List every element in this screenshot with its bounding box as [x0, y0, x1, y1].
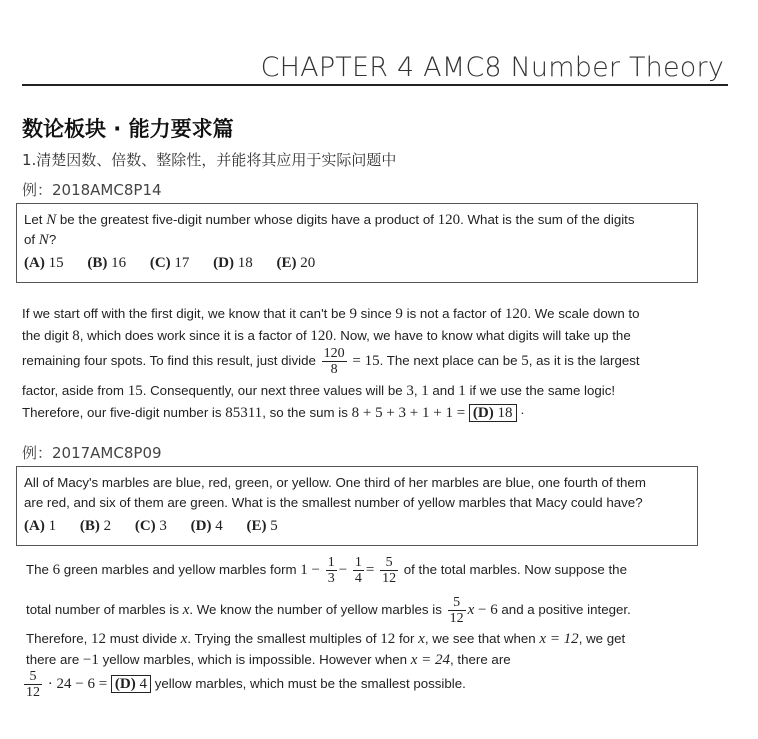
choice-e: (E) 5 — [246, 518, 278, 534]
choice-c: (C) 17 — [149, 255, 190, 271]
chapter-title: CHAPTER 4 AMC8 Number Theory — [260, 52, 724, 83]
choice-d: (D) 18 — [213, 255, 253, 271]
example2-label: 例：2017AMC8P09 — [22, 444, 162, 462]
header-rule — [22, 84, 728, 86]
answer-box-2: (D) 4 — [111, 675, 151, 693]
choice-a: (A) 15 — [24, 255, 64, 271]
example2-solution: The 6 green marbles and yellow marbles form 1 − $\frac{1}{3}$ − $\frac{1}{4}$ = $\frac{5}{12}$ of the total marbles. Now suppose the total number of marbles is x. We know the number of yellow marbles is $\frac{5}{12}$ x − 6 and a positive integer. Therefore, 12 must divide x. Trying the smallest multiples of 12 for x, we see that when x = 12, we get there are −1 yellow marbles, which is impossible. However when x = 24, there are $\frac{5}{12}$ · 24 − 6 = (D) 4 yellow marbles, which must be the smallest possible. — [26, 555, 631, 700]
choice-a: (A) 1 — [24, 518, 57, 534]
example1-problem-text: Let N be the greatest five-digit number whose digits have a product of 120. What is the sum of the digits of N? — [24, 212, 635, 248]
example2-problem-text: All of Macy's marbles are blue, red, green, or yellow. One third of her marbles are blue, one fourth of them are red, and six of them are green. What is the smallest number of yellow marbles that Macy could have? — [24, 475, 646, 510]
choice-d: (D) 4 — [190, 518, 223, 534]
example1-problem-box — [16, 203, 698, 283]
example2-problem-box — [16, 466, 698, 546]
choice-b: (B) 16 — [87, 255, 127, 271]
fraction-120-8: $\frac{120}{8}$ — [323, 346, 345, 377]
choice-b: (B) 2 — [79, 518, 112, 534]
example2-choices — [24, 518, 690, 535]
choice-c: (C) 3 — [134, 518, 167, 534]
example1-choices — [24, 255, 690, 272]
section-title: 数论板块 · 能力要求篇 — [22, 117, 234, 141]
ability-point: 1.清楚因数、倍数、整除性，并能将其应用于实际问题中 — [22, 151, 397, 169]
example1-solution: If we start off with the first digit, we know that it can't be 9 since 9 is not a factor of 120. We scale down to the digit 8, which does work since it is a factor of 120. Now, we have to know what digits will take up the remaining four spots. To find this result, just divide $\frac{120}{8}$ = 15. The next place can be 5, as it is the largest factor, aside from 15. Consequently, our next three values will be 3, 1 and 1 if we use the same logic! Therefore, our five-digit number is 85311, so the sum is 8 + 5 + 3 + 1 + 1 = (D) 18 · — [22, 306, 640, 421]
answer-box-1: (D) 18 — [469, 404, 517, 422]
example1-label: 例：2018AMC8P14 — [22, 181, 162, 199]
choice-e: (E) 20 — [276, 255, 316, 271]
